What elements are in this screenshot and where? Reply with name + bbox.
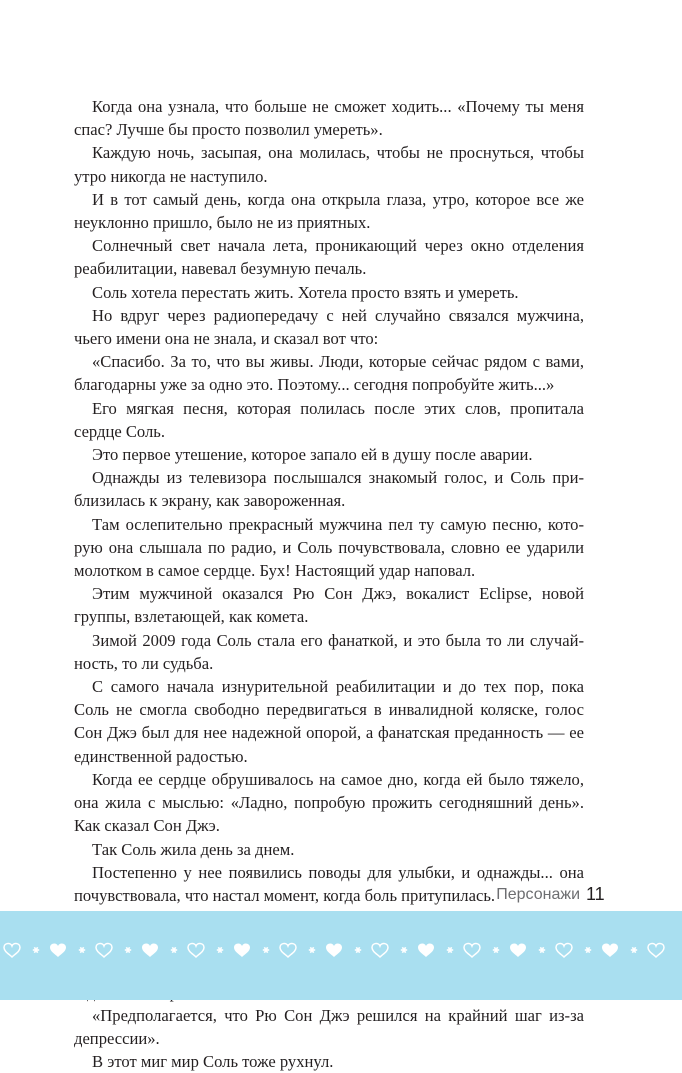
asterisk-icon	[33, 947, 39, 953]
paragraph: Постепенно у нее появились поводы для улыбки, и однажды... она почувствовала, что настал момент, когда боль притупилась.	[74, 862, 584, 905]
paragraph: Его мягкая песня, которая полилась после этих слов, пропитала сердце Соль.	[74, 398, 584, 441]
asterisk-icon	[539, 947, 545, 953]
asterisk-icon	[493, 947, 499, 953]
heart-filled-icon	[602, 943, 618, 957]
heart-outline-icon	[280, 943, 296, 957]
asterisk-icon	[585, 947, 591, 953]
page-number: 11	[586, 884, 605, 904]
asterisk-icon	[355, 947, 361, 953]
asterisk-icon	[631, 947, 637, 953]
heart-outline-icon	[464, 943, 480, 957]
paragraph: В этот миг мир Соль тоже рухнул.	[92, 1052, 334, 1072]
paragraph: Когда она узнала, что больше не сможет ходить... «Почему ты меня спас? Лучше бы просто позволил умереть».	[74, 97, 584, 140]
heart-pattern	[0, 940, 682, 960]
asterisk-icon	[79, 947, 85, 953]
paragraph: Там ослепительно прекрасный мужчина пел ту самую песню, которую она слышала по радио, и Соль почувствовала, словно ее ударили молотком в самое сердце. Бух! Настоящий удар наповал.	[74, 514, 584, 581]
asterisk-icon	[309, 947, 315, 953]
heart-filled-icon	[142, 943, 158, 957]
section-label: Персонажи	[496, 886, 580, 903]
asterisk-icon	[171, 947, 177, 953]
heart-outline-icon	[648, 943, 664, 957]
paragraph: Зимой 2009 года Соль стала его фанаткой, и это была то ли случайность, то ли судьба.	[74, 630, 584, 673]
paragraph: «Спасибо. За то, что вы живы. Люди, которые сейчас рядом с вами, благодарны уже за одно это. Поэтому... сегодня попробуйте жить...»	[74, 352, 584, 395]
heart-filled-icon	[234, 943, 250, 957]
paragraph: Но вдруг через радиопередачу с ней случайно связался мужчина, чьего имени она не знала, и сказал вот что:	[74, 305, 584, 349]
asterisk-icon	[401, 947, 407, 953]
heart-filled-icon	[326, 943, 342, 957]
paragraph: С самого начала изнурительной реабилитации и до тех пор, пока Соль не смогла свободно передвигаться в инвалидной коляске, голос Сон Джэ был для нее надежной опорой, а фанатская преданность — ее единственной радостью.	[74, 677, 584, 766]
paragraph: Соль хотела перестать жить. Хотела просто взять и умереть.	[92, 282, 519, 302]
heart-outline-icon	[188, 943, 204, 957]
paragraph: Солнечный свет начала лета, проникающий через окно отделения реабилитации, навевал безумную печаль.	[74, 236, 584, 279]
decorative-band	[0, 911, 682, 1000]
heart-outline-icon	[556, 943, 572, 957]
asterisk-icon	[447, 947, 453, 953]
asterisk-icon	[125, 947, 131, 953]
paragraph: Это первое утешение, которое запало ей в душу после аварии.	[92, 445, 533, 465]
paragraph: Так Соль жила день за днем.	[92, 839, 295, 859]
paragraph: И в тот самый день, когда она открыла глаза, утро, которое все же неуклонно пришло, было не из приятных.	[74, 189, 584, 233]
paragraph: «Предполагается, что Рю Сон Джэ решился на крайний шаг из-за депрессии».	[74, 1005, 584, 1048]
heart-outline-icon	[4, 943, 20, 957]
heart-outline-icon	[372, 943, 388, 957]
paragraph: Этим мужчиной оказался Рю Сон Джэ, вокалист Eclipse, новой группы, взлетающей, как комета.	[74, 584, 584, 627]
paragraph: Каждую ночь, засыпая, она молилась, чтобы не проснуться, чтобы утро никогда не наступило.	[74, 143, 584, 186]
heart-filled-icon	[418, 943, 434, 957]
heart-filled-icon	[50, 943, 66, 957]
heart-outline-icon	[96, 943, 112, 957]
asterisk-icon	[217, 947, 223, 953]
paragraph: Когда ее сердце обрушивалось на самое дно, когда ей было тяжело, она жила с мыслью: «Ладно, попробую прожить сегодняшний день». Как сказал Сон Джэ.	[74, 769, 584, 836]
asterisk-icon	[263, 947, 269, 953]
heart-filled-icon	[510, 943, 526, 957]
paragraph: Однажды из телевизора послышался знакомый голос, и Соль приблизилась к экрану, как завороженная.	[74, 468, 584, 511]
